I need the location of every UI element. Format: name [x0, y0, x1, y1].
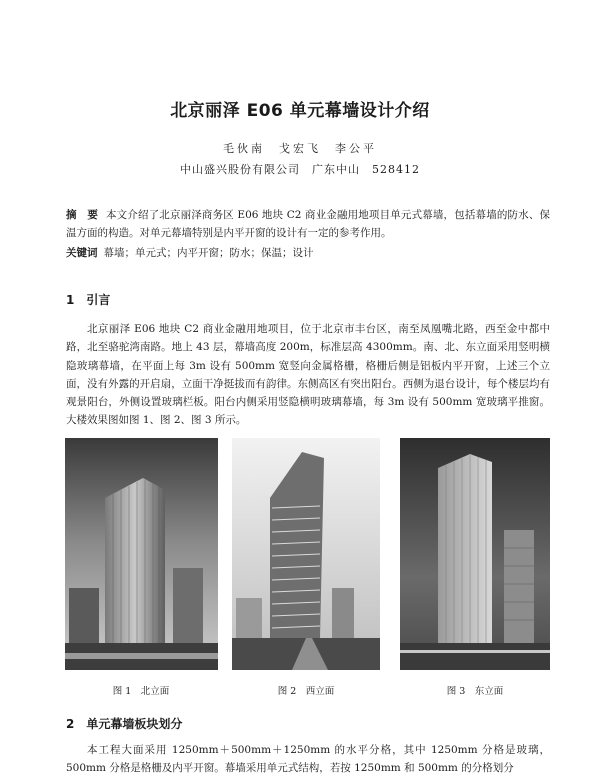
section-2-number: 2 [66, 717, 75, 731]
keywords-label: 关键词 [66, 247, 98, 259]
authors: 毛伙南 戈宏飞 李公平 [223, 142, 377, 155]
section-1-number: 1 [66, 293, 75, 307]
section-2-title: 单元幕墙板块划分 [86, 717, 183, 731]
paper-title: 北京丽泽 E06 单元幕墙设计介绍 [170, 101, 430, 121]
figure-3-caption: 图 3 东立面 [446, 686, 504, 697]
section-2-heading [66, 715, 182, 732]
affiliation: 中山盛兴股份有限公司 广东中山 528412 [180, 163, 420, 176]
keywords-text: 幕墙；单元式；内平开窗；防水；保温；设计 [103, 247, 314, 259]
keywords [66, 244, 550, 262]
figure-2-image [232, 438, 380, 670]
section-1-paragraph: 北京丽泽 E06 地块 C2 商业金融用地项目，位于北京市丰台区，南至凤凰嘴北路，西至金中都中路，北至骆驼湾南路。地上 43 层，幕墙高度 200m，标准层高 4300mm。南、北、东立面采用竖明横隐玻璃幕墙，在平面上每 3m 设有 500mm 宽竖向金属格栅，格栅后侧是铝板内平开窗，上述三个立面，没有外露的开启扇，立面干净挺拔而有韵律。东侧高区有突出阳台。西侧为退台设计，每个楼层均有观景阳台，外侧设置玻璃栏板。阳台内侧采用竖隐横明玻璃幕墙，每 3m 设有 500mm 宽玻璃平推窗。大楼效果图如图 1、图 2、图 3 所示。 [66, 323, 550, 427]
figure-1-image [65, 438, 218, 670]
abstract-text: 本文介绍了北京丽泽商务区 E06 地块 C2 商业金融用地项目单元式幕墙，包括幕墙的防水、保温方面的构造。对单元幕墙特别是内平开窗的设计有一定的参考作用。 [66, 209, 550, 239]
figure-1-caption: 图 1 北立面 [112, 686, 170, 697]
figure-3-image [400, 438, 550, 670]
figure-2-caption: 图 2 西立面 [277, 686, 335, 697]
section-1-title: 引言 [86, 293, 111, 307]
section-1-heading [66, 291, 110, 308]
section-2-paragraph: 本工程大面采用 1250mm＋500mm＋1250mm 的水平分格，其中 1250mm 分格是玻璃，500mm 分格是格栅及内平开窗。幕墙采用单元式结构，若按 1250mm 和 500mm 的分格划分 [66, 744, 550, 775]
abstract [66, 206, 550, 242]
abstract-label: 摘 要 [66, 209, 98, 221]
